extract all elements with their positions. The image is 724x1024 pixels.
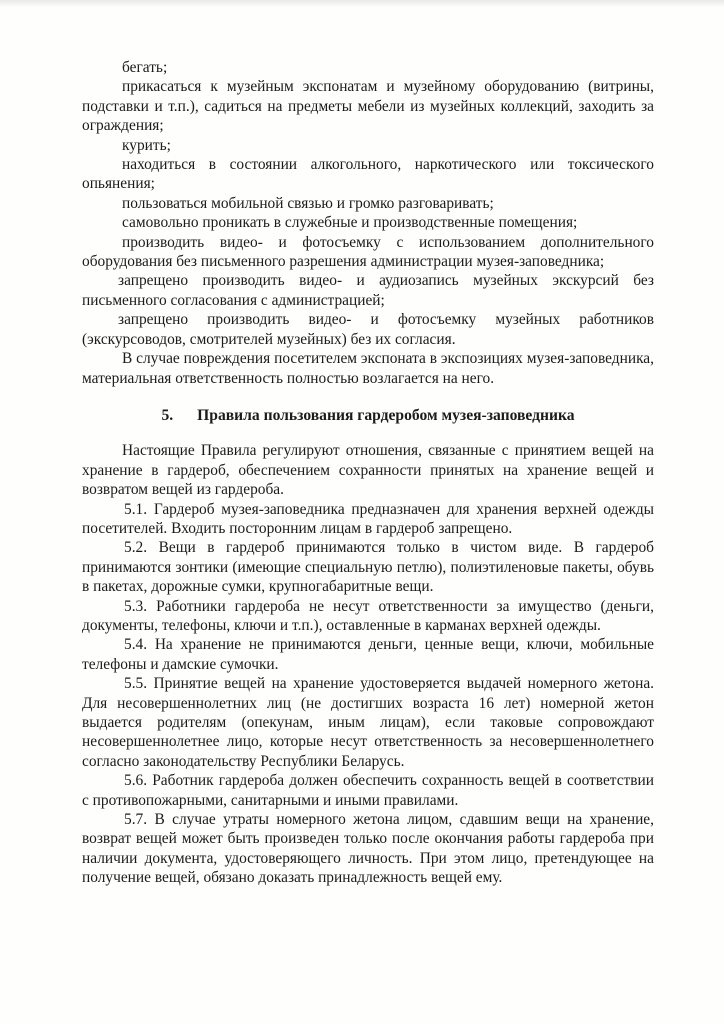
prohibition-item: пользоваться мобильной связью и громко разговаривать; [122,194,494,212]
rule-item: 5.2. Вещи в гардероб принимаются только в чистом виде. В гардероб принимаются зонтики (имеющие специальную петлю), полиэтиленовые пакеты, обувь в пакетах, дорожные сумки, крупногабаритные вещи. [82,539,654,596]
liability-paragraph: В случае повреждения посетителем экспоната в экспозициях музея-заповедника, материальная ответственность полностью возлагается на него. [82,350,654,387]
prohibition-item: находиться в состоянии алкогольного, наркотического или токсического опьянения; [82,156,654,193]
rule-item: 5.4. На хранение не принимаются деньги, ценные вещи, ключи, мобильные телефоны и дамские сумочки. [82,636,654,673]
rule-item: 5.1. Гардероб музея-заповедника предназначен для хранения верхней одежды посетителей. Входить посторонним лицам в гардероб запрещено. [82,500,654,537]
prohibition-item: запрещено производить видео- и аудиозапись музейных экскурсий без письменного согласования с администрацией; [82,272,654,309]
section-intro: Настоящие Правила регулируют отношения, связанные с принятием вещей на хранение в гардероб, обеспечением сохранности принятых на хранение вещей и возвратом вещей из гардероба. [82,442,654,499]
prohibition-item: производить видео- и фотосъемку с использованием дополнительного оборудования без письменного разрешения администрации музея-заповедника; [82,233,654,271]
prohibition-item: прикасаться к музейным экспонатам и музейному оборудованию (витрины, подставки и т.п.), садиться на предметы мебели из музейных коллекций, заходить за ограждения; [82,78,654,135]
document-body [82,58,654,888]
rule-item: 5.7. В случае утраты номерного жетона лицом, сдавшим вещи на хранение, возврат вещей может быть произведен только после окончания работы гардероба при наличии документа, удостоверяющего личность. При этом лицо, претендующее на получение вещей, обязано доказать принадлежность вещей ему. [82,811,654,887]
scan-top-edge [0,0,724,7]
prohibition-item: запрещено производить видео- и фотосъемку музейных работников (экскурсоводов, смотрителей музейных) без их согласия. [82,311,654,348]
rule-item: 5.5. Принятие вещей на хранение удостоверяется выдачей номерного жетона. Для несовершеннолетних лиц (не достигших возраста 16 лет) номерной жетон выдается родителям (опекунам, иным лицам), если таковые сопровождают несовершеннолетнее лицо, которые несут ответственность за несовершеннолетнего согласно законодательству Республики Беларусь. [82,675,654,770]
section-title: Правила пользования гардеробом музея-заповедника [197,406,575,424]
section-heading [82,406,654,425]
rule-item: 5.3. Работники гардероба не несут ответственности за имущество (деньги, документы, телефоны, ключи и т.п.), оставленные в карманах верхней одежды. [82,597,654,634]
prohibition-item: курить; [122,136,171,154]
section-number: 5. [161,406,174,424]
prohibition-item: бегать; [122,59,168,76]
rule-item: 5.6. Работник гардероба должен обеспечить сохранность вещей в соответствии с противопожарными, санитарными и иными правилами. [82,772,654,809]
prohibition-item: самовольно проникать в служебные и производственные помещения; [122,214,578,232]
